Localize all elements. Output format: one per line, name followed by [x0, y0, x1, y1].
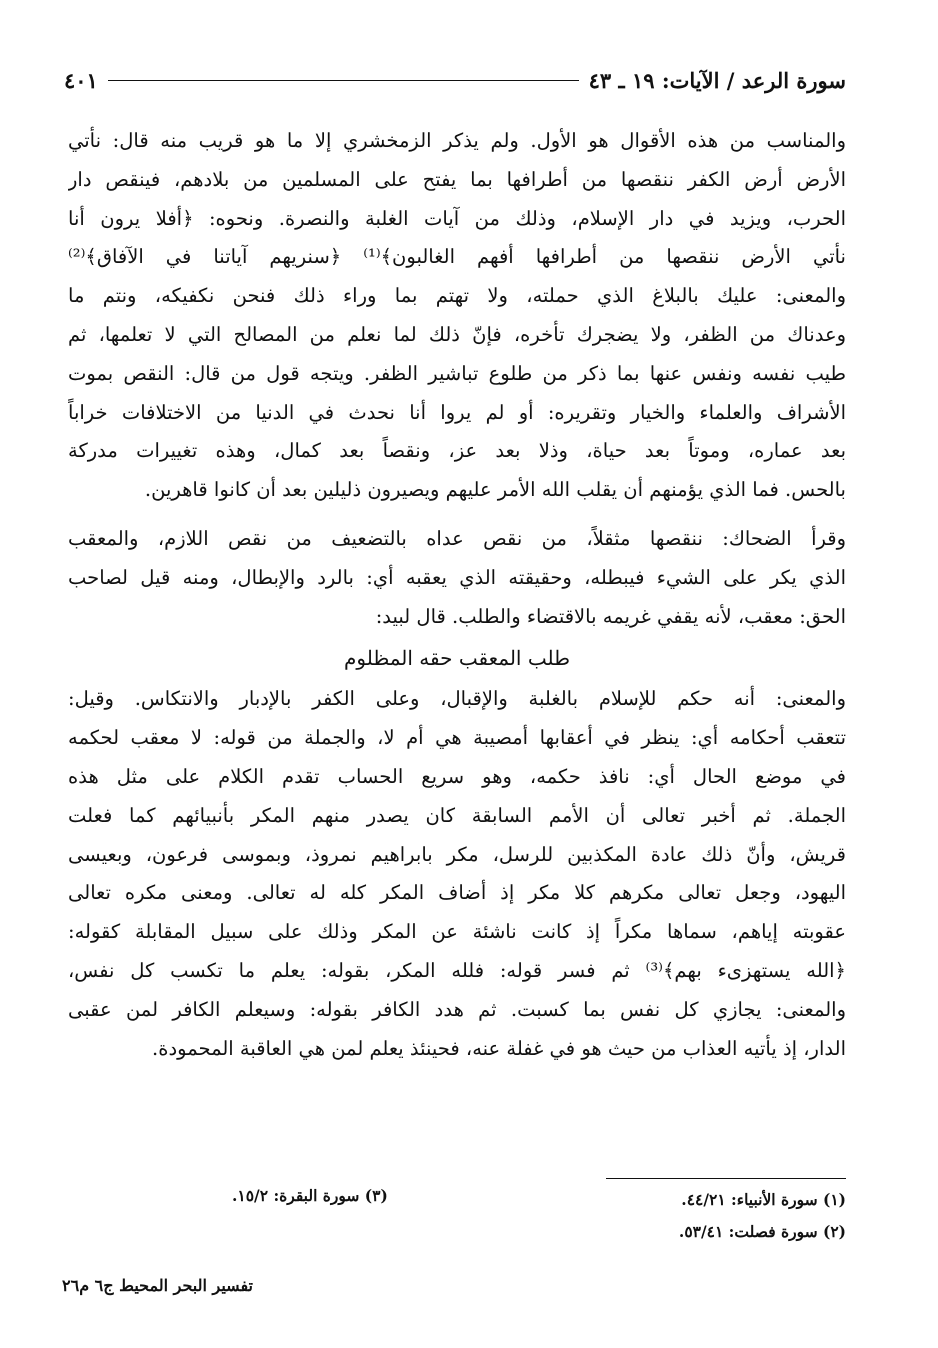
text-line: قريش، وأنّ ذلك عادة المكذبين للرسل، مكر بابراهيم نمروذ، وبموسى فرعون، وبعيسى — [68, 842, 846, 866]
paragraph-gap — [68, 510, 846, 520]
text-line: اليهود، وجعل تعالى مكرهم كلا مكر إذ أضاف المكر كله له تعالى. ومعنى مكره تعالى — [68, 881, 846, 905]
header-rule — [108, 80, 579, 81]
text-line: الحرب، ويزيد في دار الإسلام، وذلك من آيات الغلبة والنصرة. ونحوه: ﴿أفلا يرون أنا — [68, 206, 846, 230]
text-line: عقوبته إياهم، سماها مكراً إذ كانت ناشئة عن المكر وذلك على سبيل المقابلة كقوله: — [68, 920, 846, 944]
footnote-rule — [606, 1178, 846, 1179]
running-header — [64, 62, 846, 98]
footnote-3: (٣) سورة البقرة: ١٥/٢. — [232, 1186, 388, 1205]
text-line: وقرأ الضحاك: ننقصها مثقلاً، من نقص عداه بالتضعيف من نقص اللازم، والمعقب — [68, 526, 846, 550]
text-line: بالحس. فما الذي يؤمنهم أن يقلب الله الأمر عليهم ويصيرون ذليلين بعد أن كانوا قاهرين. — [144, 478, 846, 502]
poetry-verse: طلب المعقب حقه المظلوم — [343, 646, 571, 671]
header-title: سورة الرعد / الآيات: ١٩ ـ ٤٣ — [588, 67, 846, 93]
text-line: والمعنى: أنه حكم للإسلام بالغلبة والإقبال، وعلى الكفر بالإدبار والانتكاس. وقيل: — [68, 687, 846, 711]
footnote-1: (١) سورة الأنبياء: ٤٤/٢١. — [681, 1190, 846, 1209]
paragraph-1 — [68, 122, 846, 510]
text-line: الأرض أرض الكفر ننقصها من أطرافها بما يفتح على المسلمين من بلادهم، فينقص دار — [68, 167, 846, 191]
footnote-2: (٢) سورة فصلت: ٥٣/٤١. — [678, 1222, 846, 1241]
signature-footer: تفسير البحر المحيط ج٦ م٢٦ — [62, 1276, 253, 1295]
text-line: والمعنى: يجازي كل نفس بما كسبت. ثم هدد الكافر بقوله: وسيعلم الكافر لمن عقبى — [68, 997, 846, 1021]
page-number: ٤٠١ — [64, 67, 98, 93]
paragraph-3 — [68, 680, 846, 1068]
text-line: الذي يكر على الشيء فيبطله، وحقيقته الذي يعقبه أي: بالرد والإبطال، ومنه قيل لصاحب — [68, 565, 846, 589]
text-line: الحق: معقب، لأنه يقفي غريمه بالاقتضاء والطلب. قال لبيد: — [375, 604, 846, 628]
text-line: نأتي الأرض ننقصها من أطرافها أفهم الغالبون﴾⁽¹⁾ ﴿سنريهم آياتنا في الآفاق﴾⁽²⁾ — [68, 245, 846, 269]
text-line: ﴿الله يستهزىء بهم﴾⁽³⁾ ثم فسر قوله: فلله المكر، بقوله: يعلم ما تكسب كل نفس، — [68, 958, 846, 982]
text-line: في موضع الحال أي: نافذ حكمه، وهو سريع الحساب تقدم الكلام على مثل هذه — [68, 764, 846, 788]
text-line: وعدناك من الظفر، ولا يضجرك تأخره، فإنّ ذلك لما نعلم من المصالح التي لا تعلمها، ثم — [68, 322, 846, 346]
paragraph-2 — [68, 520, 846, 636]
text-line: تتعقب أحكامه أي: ينظر في أعقابها أمصيبة هي أم لا، والجملة من قوله: لا معقب لحكمه — [68, 726, 846, 750]
text-line: الدار، إذ يأتيه العذاب من حيث هو في غفلة عنه، فحينئذ يعلم لمن هي العاقبة المحمودة. — [152, 1036, 846, 1060]
text-line: الجملة. ثم أخبر تعالى أن الأمم السابقة كان يصدر منهم المكر بأنبيائهم كما فعلت — [68, 803, 846, 827]
text-line: الأشراف والعلماء والخيار وتقريره: أو لم يروا أنا نحدث في الدنيا من الاختلافات خراباً — [68, 400, 846, 424]
text-line: طيب نفسه ونفس عنها بما ذكر من طلوع تباشير الظفر. ويتجه قول من قال: النقص بموت — [68, 361, 846, 385]
body-text — [68, 122, 846, 1068]
text-line: والمعنى: عليك بالبلاغ الذي حملته، ولا تهتم بما وراء ذلك فنحن نكفيكه، ونتم ما — [68, 284, 846, 308]
text-line: بعد عماره، وموتاً بعد حياة، وذلا بعد عز، ونقصاً بعد كمال، وهذه تغييرات مدركة — [68, 439, 846, 463]
text-line: والمناسب من هذه الأقوال هو الأول. ولم يذكر الزمخشري إلا ما هو قريب منه قال: نأتي — [68, 129, 846, 152]
